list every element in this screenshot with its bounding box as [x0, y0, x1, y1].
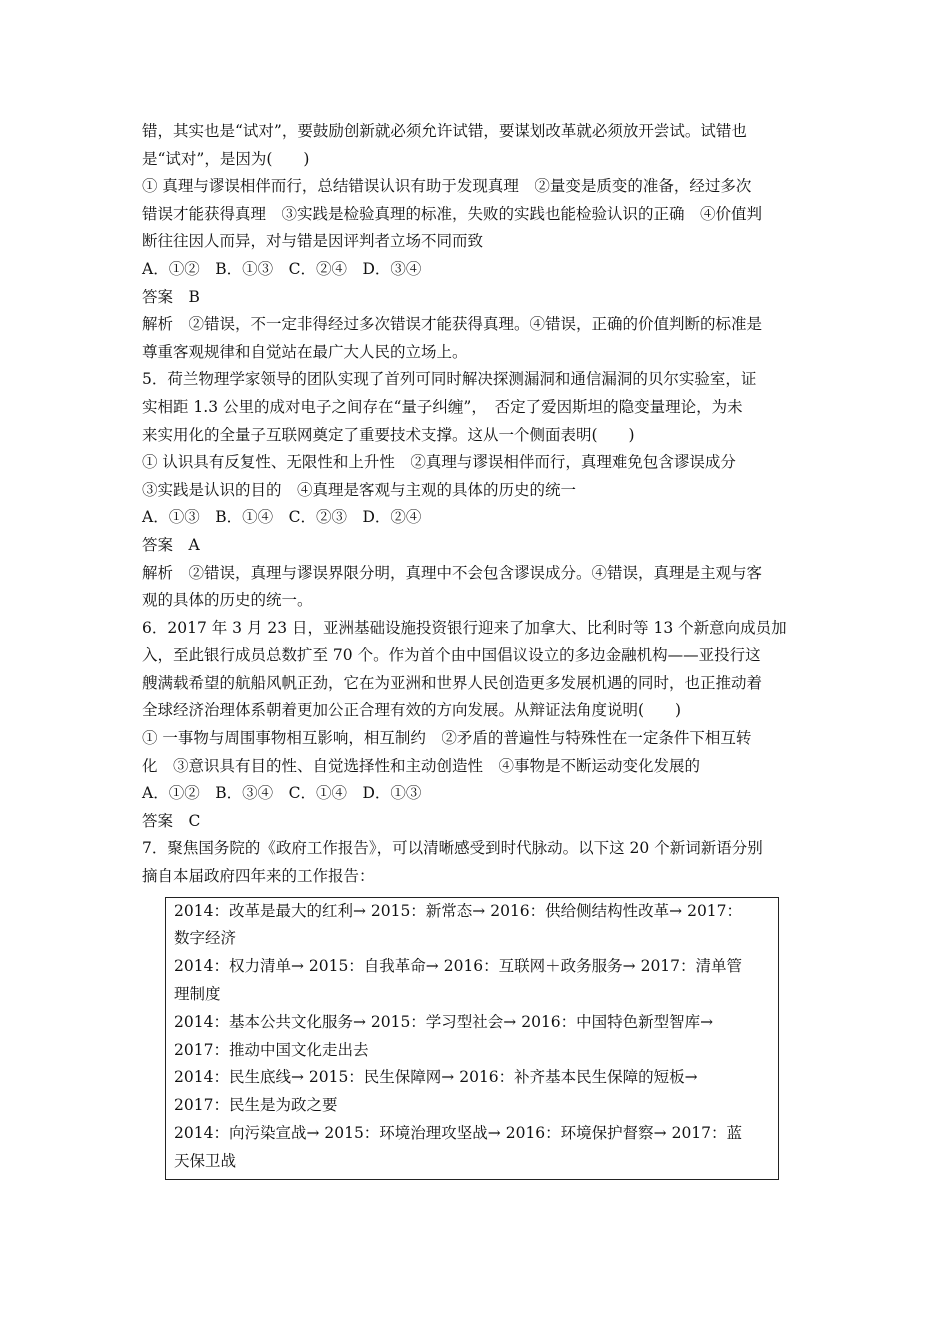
- q6-answer: 答案 C: [142, 811, 201, 830]
- q4-option-line: 断往往因人而异，对与错是因评判者立场不同而致: [142, 232, 484, 251]
- q6-stem: 6．2017 年 3 月 23 日，亚洲基础设施投资银行迎来了加拿大、比利时等 13 个新意向成员加: [142, 618, 787, 637]
- q5-answer: 答案 A: [142, 535, 200, 554]
- q6-stem: 艘满载希望的航船风帆正劲，它在为亚洲和世界人民创造更多发展机遇的同时，也正推动着: [142, 673, 763, 692]
- q5-analysis: 解析 ②错误，真理与谬误界限分明，真理中不会包含谬误成分。④错误，真理是主观与客: [142, 563, 763, 582]
- q5-option-line: ① 认识具有反复性、无限性和上升性 ②真理与谬误相伴而行，真理难免包含谬误成分: [142, 453, 736, 472]
- q6-option-line: 化 ③意识具有目的性、自觉选择性和主动创造性 ④事物是不断运动变化发展的: [142, 756, 701, 775]
- table-line: 2014：改革是最大的红利→ 2015：新常态→ 2016：供给侧结构性改革→ 2017：: [174, 901, 743, 920]
- table-line: 2017：推动中国文化走出去: [174, 1040, 369, 1059]
- table-line: 2014：民生底线→ 2015：民生保障网→ 2016：补齐基本民生保障的短板→: [174, 1068, 698, 1087]
- q7-stem: 7．聚焦国务院的《政府工作报告》，可以清晰感受到时代脉动。以下这 20 个新词新语分别: [142, 839, 763, 858]
- q4-analysis: 尊重客观规律和自觉站在最广大人民的立场上。: [142, 342, 468, 361]
- table-line: 2017：民生是为政之要: [174, 1096, 338, 1115]
- q5-stem: 实相距 1.3 公里的成对电子之间存在“量子纠缠”， 否定了爱因斯坦的隐变量理论，为未: [142, 397, 743, 416]
- q6-stem: 入，至此银行成员总数扩至 70 个。作为首个由中国倡议设立的多边金融机构——亚投行这: [142, 646, 761, 665]
- document-page: [142, 118, 814, 1180]
- q6-option-line: ① 一事物与周围事物相互影响，相互制约 ②矛盾的普遍性与特殊性在一定条件下相互转: [142, 729, 752, 748]
- question-4: [142, 118, 814, 366]
- q5-stem: 来实用化的全量子互联网奠定了重要技术支撑。这从一个侧面表明( ): [142, 425, 635, 444]
- question-5: [142, 366, 814, 614]
- q5-stem: 5．荷兰物理学家领导的团队实现了首列可同时解决探测漏洞和通信漏洞的贝尔实验室，证: [142, 370, 757, 389]
- q7-stem: 摘自本届政府四年来的工作报告：: [142, 867, 375, 886]
- q6-choices: A．①② B．③④ C．①④ D．①③: [142, 784, 422, 803]
- q4-line: 是“试对”，是因为( ): [142, 149, 310, 168]
- q4-analysis: 解析 ②错误，不一定非得经过多次错误才能获得真理。④错误，正确的价值判断的标准是: [142, 315, 763, 334]
- q4-option-line: ① 真理与谬误相伴而行，总结错误认识有助于发现真理 ②量变是质变的准备，经过多次: [142, 177, 752, 196]
- q6-stem: 全球经济治理体系朝着更加公正合理有效的方向发展。从辩证法角度说明( ): [142, 701, 682, 720]
- q4-choices: A．①② B．①③ C．②④ D．③④: [142, 259, 422, 278]
- q5-option-line: ③实践是认识的目的 ④真理是客观与主观的具体的历史的统一: [142, 480, 577, 499]
- question-6: [142, 615, 814, 836]
- table-line: 2014：基本公共文化服务→ 2015：学习型社会→ 2016：中国特色新型智库→: [174, 1012, 714, 1031]
- q4-option-line: 错误才能获得真理 ③实践是检验真理的标准，失败的实践也能检验认识的正确 ④价值判: [142, 204, 763, 223]
- table-line: 数字经济: [174, 929, 237, 948]
- q5-choices: A．①③ B．①④ C．②③ D．②④: [142, 508, 422, 527]
- table-line: 天保卫战: [174, 1151, 237, 1170]
- table-line: 2014：向污染宣战→ 2015：环境治理攻坚战→ 2016：环境保护督察→ 2017：蓝: [174, 1124, 743, 1142]
- table-line: 理制度: [174, 985, 221, 1004]
- question-7: [142, 835, 814, 1179]
- keywords-table: [165, 897, 779, 1180]
- table-line: 2014：权力清单→ 2015：自我革命→ 2016：互联网＋政务服务→ 2017：清单管: [174, 957, 743, 976]
- q4-line: 错，其实也是“试对”，要鼓励创新就必须允许试错，要谋划改革就必须放开尝试。试错也: [142, 122, 747, 140]
- q4-answer: 答案 B: [142, 287, 200, 306]
- q5-analysis: 观的具体的历史的统一。: [142, 591, 313, 610]
